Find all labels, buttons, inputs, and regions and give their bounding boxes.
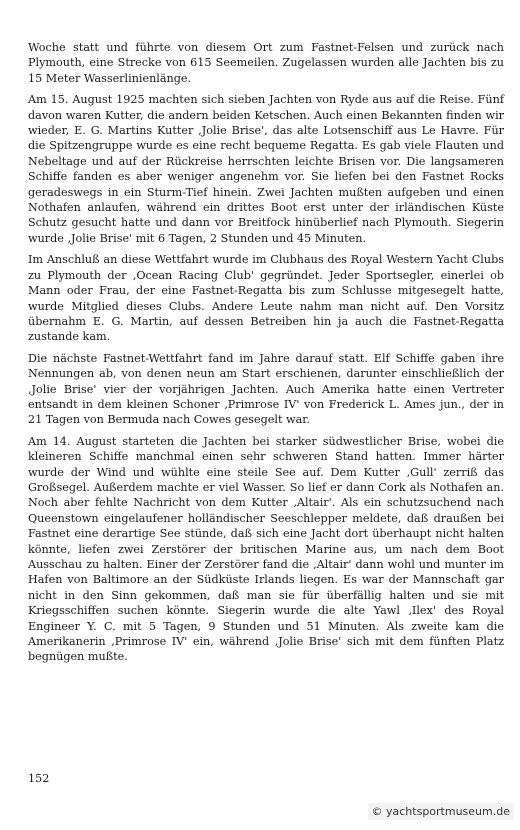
body-text [28, 40, 504, 671]
paragraph: Im Anschluß an diese Wettfahrt wurde im Clubhaus des Royal Western Yacht Clubs zu Plymouth der ‚Ocean Racing Club' gegründet. Jeder Sportsegler, einerlei ob Mann oder Frau, der eine Fastnet-Regatta bis zum Schlusse mitgesegelt hatte, wurde Mitglied dieses Clubs. Andere Leute nahm man nicht auf. Den Vorsitz übernahm E. G. Martin, auf dessen Betreiben hin ja auch die Fastnet-Regatta zustande kam. [28, 253, 504, 344]
paragraph: Am 15. August 1925 machten sich sieben Jachten von Ryde aus auf die Reise. Fünf davon waren Kutter, die andern beiden Ketschen. Auch einen Bekannten finden wir wieder, E. G. Martins Kutter ‚Jolie Brise', das alte Lotsenschiff aus Le Havre. Für die Spitzengruppe wurde es eine recht bequeme Regatta. Es gab viele Flauten und Nebeltage und auf der Rückreise herrschten leichte Brisen vor. Die langsameren Schiffe fanden es aber weniger angenehm vor. Sie liefen bei den Fastnet Rocks geradeswegs in ein Sturm-Tief hinein. Zwei Jachten mußten aufgeben und einen Nothafen anlaufen, während ein drittes Boot erst unter der irländischen Küste Schutz gesucht hatte und dann vor Breitfock hinüberlief nach Plymouth. Siegerin wurde ‚Jolie Brise' mit 6 Tagen, 2 Stunden und 45 Minuten. [28, 93, 504, 245]
paragraph: Woche statt und führte von diesem Ort zum Fastnet-Felsen und zurück nach Plymouth, eine Strecke von 615 Seemeilen. Zugelassen wurden alle Jachten bis zu 15 Meter Wasserlinienlänge. [28, 41, 504, 85]
watermark: © yachtsportmuseum.de [368, 803, 514, 820]
paragraph: Am 14. August starteten die Jachten bei starker südwestlicher Brise, wobei die kleineren Schiffe manchmal einen sehr schweren Stand hatten. Immer härter wurde der Wind und wühlte eine steile See auf. Dem Kutter ‚Gull' zerriß das Großsegel. Außerdem machte er viel Wasser. So lief er dann Cork als Nothafen an. Noch aber fehlte Nachricht von dem Kutter ‚Altair'. Als ein schutzsuchend nach Queenstown eingelaufener holländischer Seeschlepper meldete, daß draußen bei Fastnet eine derartige See stünde, daß sich eine Jacht dort überhaupt nicht halten könnte, liefen zwei Zerstörer der britischen Marine aus, um nach dem Boot Ausschau zu halten. Einer der Zerstörer fand die ‚Altair' dann wohl und munter im Hafen von Baltimore an der Südküste Irlands liegen. Es war der Mannschaft gar nicht in den Sinn gekommen, daß man sie für überfällig halten und sie mit Kriegsschiffen suchen könnte. Siegerin wurde die alte Yawl ‚Ilex' des Royal Engineer Y. C. mit 5 Tagen, 9 Stunden und 51 Minuten. Als zweite kam die Amerikanerin ‚Primrose IV' ein, während ‚Jolie Brise' sich mit dem fünften Platz begnügen mußte. [28, 434, 504, 664]
page-number: 152 [28, 772, 50, 785]
paragraph: Die nächste Fastnet-Wettfahrt fand im Jahre darauf statt. Elf Schiffe gaben ihre Nennungen ab, von denen neun am Start erschienen, darunter einschließlich der ‚Jolie Brise' vier der vorjährigen Jachten. Auch Amerika hatte einen Vertreter entsandt in dem kleinen Schoner ‚Primrose IV' von Frederick L. Ames jun., der in 21 Tagen von Bermuda nach Cowes gesegelt war. [28, 351, 504, 427]
